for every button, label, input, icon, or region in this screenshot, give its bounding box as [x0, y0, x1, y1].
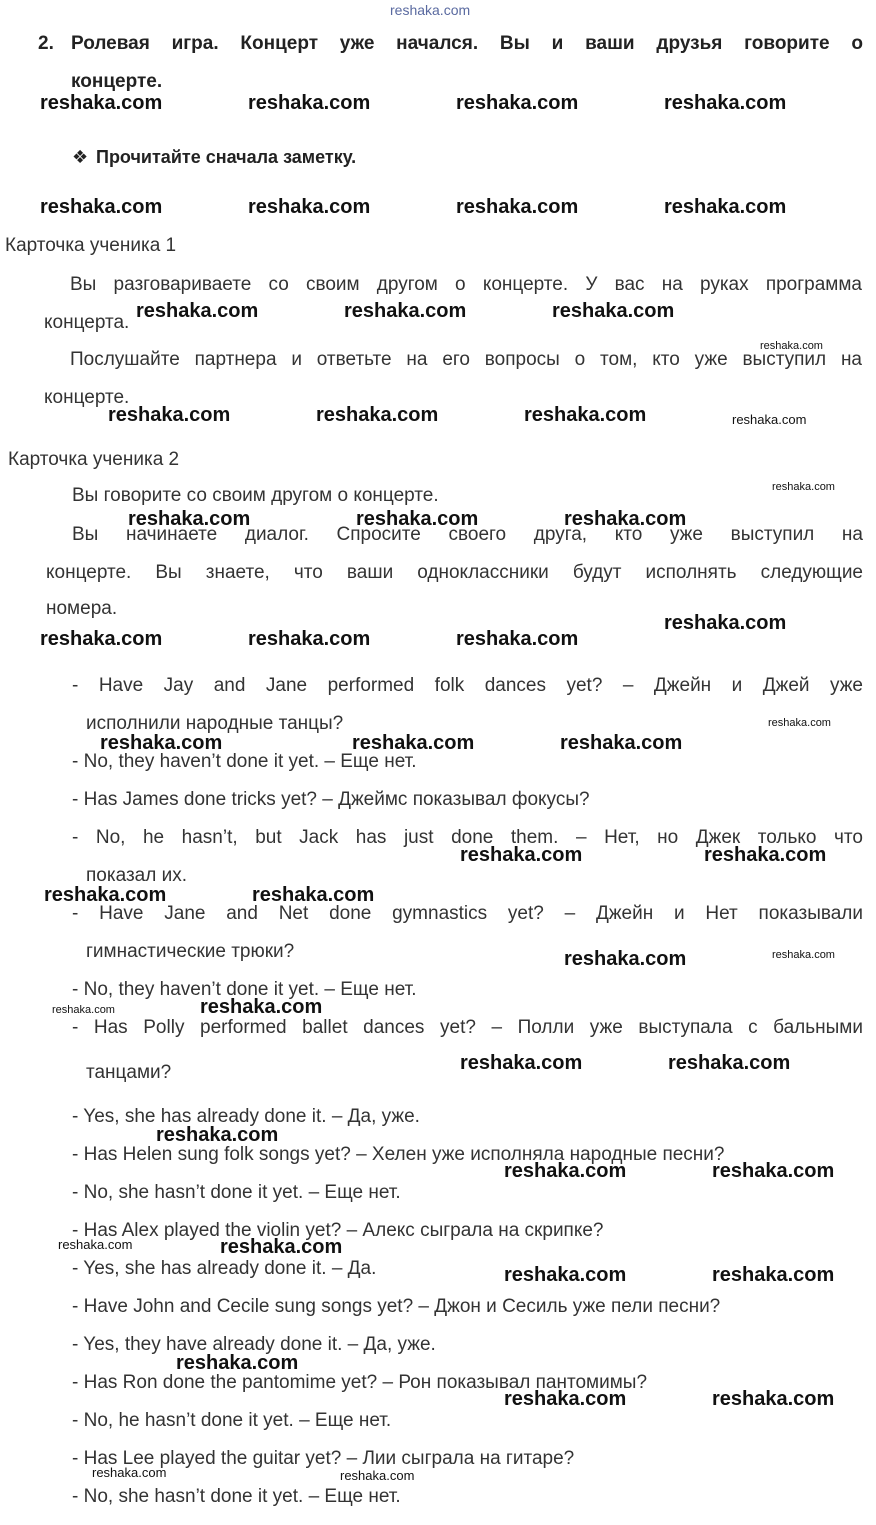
dialogue-line: показал их.	[86, 865, 187, 886]
dialogue-line: - No, they haven’t done it yet. – Еще нет.	[72, 751, 417, 772]
dialogue-line: - Has Polly performed ballet dances yet? – Полли уже выступала с бальными	[72, 1017, 863, 1038]
watermark: reshaka.com	[664, 196, 787, 218]
watermark-top: reshaka.com	[390, 2, 471, 18]
card1-p2-line2: концерте.	[44, 387, 130, 408]
watermark: reshaka.com	[712, 1264, 835, 1286]
watermark: reshaka.com	[552, 300, 675, 322]
card1-p2-line1: Послушайте партнера и ответьте на его вопросы о том, кто уже выступил на	[70, 349, 862, 370]
watermark-small: reshaka.com	[732, 412, 807, 427]
watermark: reshaka.com	[156, 1124, 279, 1146]
watermark: reshaka.com	[108, 404, 231, 426]
task-title-line2: концерте.	[71, 71, 163, 92]
watermark: reshaka.com	[176, 1352, 299, 1374]
watermark-small: reshaka.com	[92, 1465, 167, 1480]
watermark: reshaka.com	[456, 628, 579, 650]
watermark: reshaka.com	[564, 948, 687, 970]
card1-title: Карточка ученика 1	[5, 235, 177, 256]
watermark: reshaka.com	[460, 844, 583, 866]
dialogue-line: - No, she hasn’t done it yet. – Еще нет.	[72, 1486, 401, 1507]
dialogue-line: - No, he hasn’t done it yet. – Еще нет.	[72, 1410, 392, 1431]
card1-p1-line1: Вы разговариваете со своим другом о концерте. У вас на руках программа	[70, 274, 862, 295]
dialogue-line: - No, she hasn’t done it yet. – Еще нет.	[72, 1182, 401, 1203]
dialogue-line: - Have Jane and Net done gymnastics yet? – Джейн и Нет показывали	[72, 903, 863, 924]
watermark: reshaka.com	[44, 884, 167, 906]
watermark: reshaka.com	[664, 92, 787, 114]
watermark: reshaka.com	[248, 628, 371, 650]
dialogue-line: - Have John and Cecile sung songs yet? – Джон и Сесиль уже пели песни?	[72, 1296, 721, 1317]
watermark: reshaka.com	[40, 196, 163, 218]
watermark: reshaka.com	[248, 92, 371, 114]
card2-p2-line2: концерте. Вы знаете, что ваши одноклассники будут исполнять следующие	[46, 562, 863, 583]
dialogue-line: - Has Helen sung folk songs yet? – Хелен уже исполняла народные песни?	[72, 1144, 725, 1165]
card2-p2-line3: номера.	[46, 598, 118, 619]
dialogue-line: - Yes, she has already done it. – Да, уже.	[72, 1106, 420, 1127]
watermark: reshaka.com	[344, 300, 467, 322]
dialogue-line: - Have Jay and Jane performed folk dances yet? – Джейн и Джей уже	[72, 675, 863, 696]
task-title-line1: Ролевая игра. Концерт уже начался. Вы и ваши друзья говорите о	[71, 33, 863, 54]
watermark: reshaka.com	[356, 508, 479, 530]
watermark: reshaka.com	[504, 1264, 627, 1286]
watermark: reshaka.com	[712, 1160, 835, 1182]
watermark: reshaka.com	[524, 404, 647, 426]
watermark: reshaka.com	[248, 196, 371, 218]
dialogue-line: танцами?	[86, 1062, 172, 1083]
card1-p1-line2: концерта.	[44, 312, 130, 333]
dialogue-line: - Yes, she has already done it. – Да.	[72, 1258, 377, 1279]
note-instruction: Прочитайте сначала заметку.	[96, 147, 357, 167]
card2-title: Карточка ученика 2	[8, 449, 180, 470]
watermark: reshaka.com	[352, 732, 475, 754]
watermark: reshaka.com	[252, 884, 375, 906]
note-bullet-icon: ❖	[72, 147, 89, 167]
watermark: reshaka.com	[504, 1160, 627, 1182]
watermark: reshaka.com	[100, 732, 223, 754]
watermark: reshaka.com	[456, 196, 579, 218]
watermark-small: reshaka.com	[58, 1237, 133, 1252]
watermark: reshaka.com	[564, 508, 687, 530]
watermark: reshaka.com	[220, 1236, 343, 1258]
watermark: reshaka.com	[40, 628, 163, 650]
dialogue-line: - No, they haven’t done it yet. – Еще нет.	[72, 979, 417, 1000]
watermark: reshaka.com	[128, 508, 251, 530]
watermark-small: reshaka.com	[760, 340, 823, 352]
watermark-small: reshaka.com	[772, 481, 835, 493]
card2-p2-line1: Вы начинаете диалог. Спросите своего друга, кто уже выступил на	[72, 524, 863, 545]
dialogue-line: - Yes, they have already done it. – Да, уже.	[72, 1334, 436, 1355]
dialogue-line: - Has James done tricks yet? – Джеймс показывал фокусы?	[72, 789, 590, 810]
dialogue-line: - Has Ron done the pantomime yet? – Рон показывал пантомимы?	[72, 1372, 648, 1393]
watermark: reshaka.com	[316, 404, 439, 426]
dialogue-line: исполнили народные танцы?	[86, 713, 344, 734]
watermark-small: reshaka.com	[772, 949, 835, 961]
dialogue-line: гимнастические трюки?	[86, 941, 295, 962]
watermark: reshaka.com	[136, 300, 259, 322]
dialogue-line: - No, he hasn’t, but Jack has just done them. – Нет, но Джек только что	[72, 827, 863, 848]
watermark-small: reshaka.com	[768, 717, 831, 729]
watermark: reshaka.com	[668, 1052, 791, 1074]
watermark: reshaka.com	[664, 612, 787, 634]
card2-p1: Вы говорите со своим другом о концерте.	[72, 485, 439, 506]
watermark: reshaka.com	[504, 1388, 627, 1410]
watermark: reshaka.com	[460, 1052, 583, 1074]
watermark: reshaka.com	[40, 92, 163, 114]
watermark: reshaka.com	[200, 996, 323, 1018]
dialogue-line: - Has Alex played the violin yet? – Алекс сыграла на скрипке?	[72, 1220, 604, 1241]
watermark: reshaka.com	[704, 844, 827, 866]
dialogue-line: - Has Lee played the guitar yet? – Лии сыграла на гитаре?	[72, 1448, 575, 1469]
watermark: reshaka.com	[560, 732, 683, 754]
watermark-small: reshaka.com	[340, 1468, 415, 1483]
watermark: reshaka.com	[712, 1388, 835, 1410]
task-number: 2.	[38, 33, 54, 54]
watermark: reshaka.com	[456, 92, 579, 114]
watermark-small: reshaka.com	[52, 1004, 115, 1016]
